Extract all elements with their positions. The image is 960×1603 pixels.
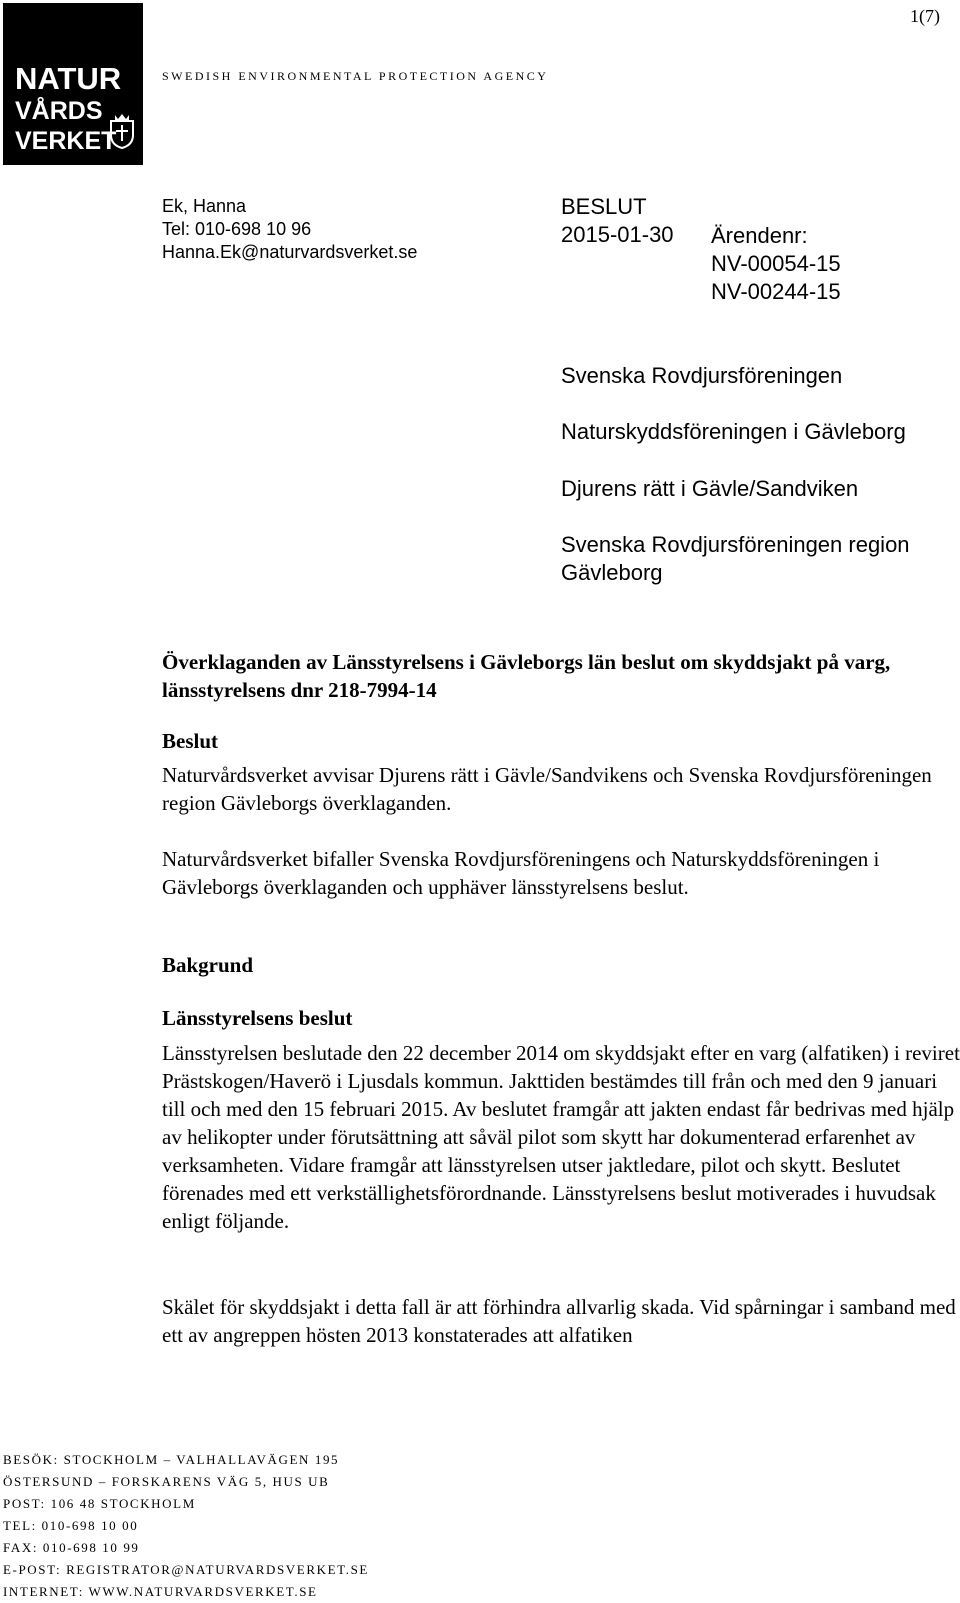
logo-text-line1: NATUR bbox=[15, 61, 122, 96]
subheading-lansstyrelsens-beslut: Länsstyrelsens beslut bbox=[162, 1006, 353, 1030]
paragraph: Naturvårdsverket avvisar Djurens rätt i Gävle/Sandvikens och Svenska Rovdjursföreningen region Gävleborgs överklaganden. bbox=[162, 763, 932, 815]
section-heading-bakgrund: Bakgrund bbox=[162, 953, 254, 977]
sender-name: Ek, Hanna bbox=[162, 196, 247, 216]
recipient: Djurens rätt i Gävle/Sandviken bbox=[561, 476, 859, 501]
footer-line: ÖSTERSUND – FORSKARENS VÄG 5, HUS UB bbox=[3, 1474, 330, 1489]
logo-text-line3: VERKET bbox=[15, 127, 117, 155]
decision-subject: Överklaganden av Länsstyrelsens i Gävleborgs län beslut om skyddsjakt på varg, länsstyrelsens dnr 218-7994-14 bbox=[162, 650, 891, 702]
case-number: NV-00054-15 bbox=[711, 251, 841, 276]
footer-line: FAX: 010-698 10 99 bbox=[3, 1540, 140, 1555]
agency-name: SWEDISH ENVIRONMENTAL PROTECTION AGENCY bbox=[162, 69, 549, 83]
logo-text-line2: VÅRDS bbox=[15, 97, 103, 125]
case-label: Ärendenr: bbox=[711, 223, 808, 248]
sender-tel: Tel: 010-698 10 96 bbox=[162, 219, 312, 239]
sender-block bbox=[162, 195, 417, 264]
paragraph: Länsstyrelsen beslutade den 22 december 2014 om skyddsjakt efter en varg (alfatiken) i reviret Prästskogen/Haverö i Ljusdals kommun. Jakttiden bestämdes till från och med den 9 januari till och med den 15 februari 2015. Av beslutet framgår att jakten endast får bedrivas med hjälp av helikopter under förutsättning att såväl pilot som skytt har dokumenterad erfarenhet av verksamheten. Vidare framgår att länsstyrelsen utser jaktledare, pilot och skytt. Beslutet förenades med ett verkställighetsförordnande. Länsstyrelsens beslut motiverades i huvudsak enligt följande. bbox=[162, 1041, 960, 1233]
footer-contact bbox=[3, 1449, 369, 1603]
document-type: BESLUT bbox=[561, 194, 647, 219]
footer-line: BESÖK: STOCKHOLM – VALHALLAVÄGEN 195 bbox=[3, 1452, 340, 1467]
recipient: Svenska Rovdjursföreningen bbox=[561, 363, 843, 388]
paragraph: Skälet för skyddsjakt i detta fall är att förhindra allvarlig skada. Vid spårningar i samband med ett av angreppen hösten 2013 konstaterades att alfatiken bbox=[162, 1295, 956, 1347]
section-heading-beslut: Beslut bbox=[162, 729, 219, 753]
footer-line: TEL: 010-698 10 00 bbox=[3, 1518, 139, 1533]
paragraph: Naturvårdsverket bifaller Svenska Rovdjursföreningens och Naturskyddsföreningen i Gävleborgs överklaganden och upphäver länsstyrelsens beslut. bbox=[162, 847, 880, 899]
document-date: 2015-01-30 bbox=[561, 222, 674, 247]
footer-line: POST: 106 48 STOCKHOLM bbox=[3, 1496, 196, 1511]
footer-line[interactable]: INTERNET: WWW.NATURVARDSVERKET.SE bbox=[3, 1584, 318, 1599]
case-number-block bbox=[711, 222, 841, 306]
footer-line[interactable]: E-POST: REGISTRATOR@NATURVARDSVERKET.SE bbox=[3, 1562, 369, 1577]
recipient: Svenska Rovdjursföreningen region Gävleborg bbox=[561, 532, 910, 585]
sender-email[interactable]: Hanna.Ek@naturvardsverket.se bbox=[162, 242, 418, 262]
case-number: NV-00244-15 bbox=[711, 279, 841, 304]
crest-icon bbox=[109, 113, 135, 149]
recipient: Naturskyddsföreningen i Gävleborg bbox=[561, 419, 906, 444]
page-number: 1(7) bbox=[910, 6, 940, 26]
agency-logo bbox=[3, 3, 143, 165]
